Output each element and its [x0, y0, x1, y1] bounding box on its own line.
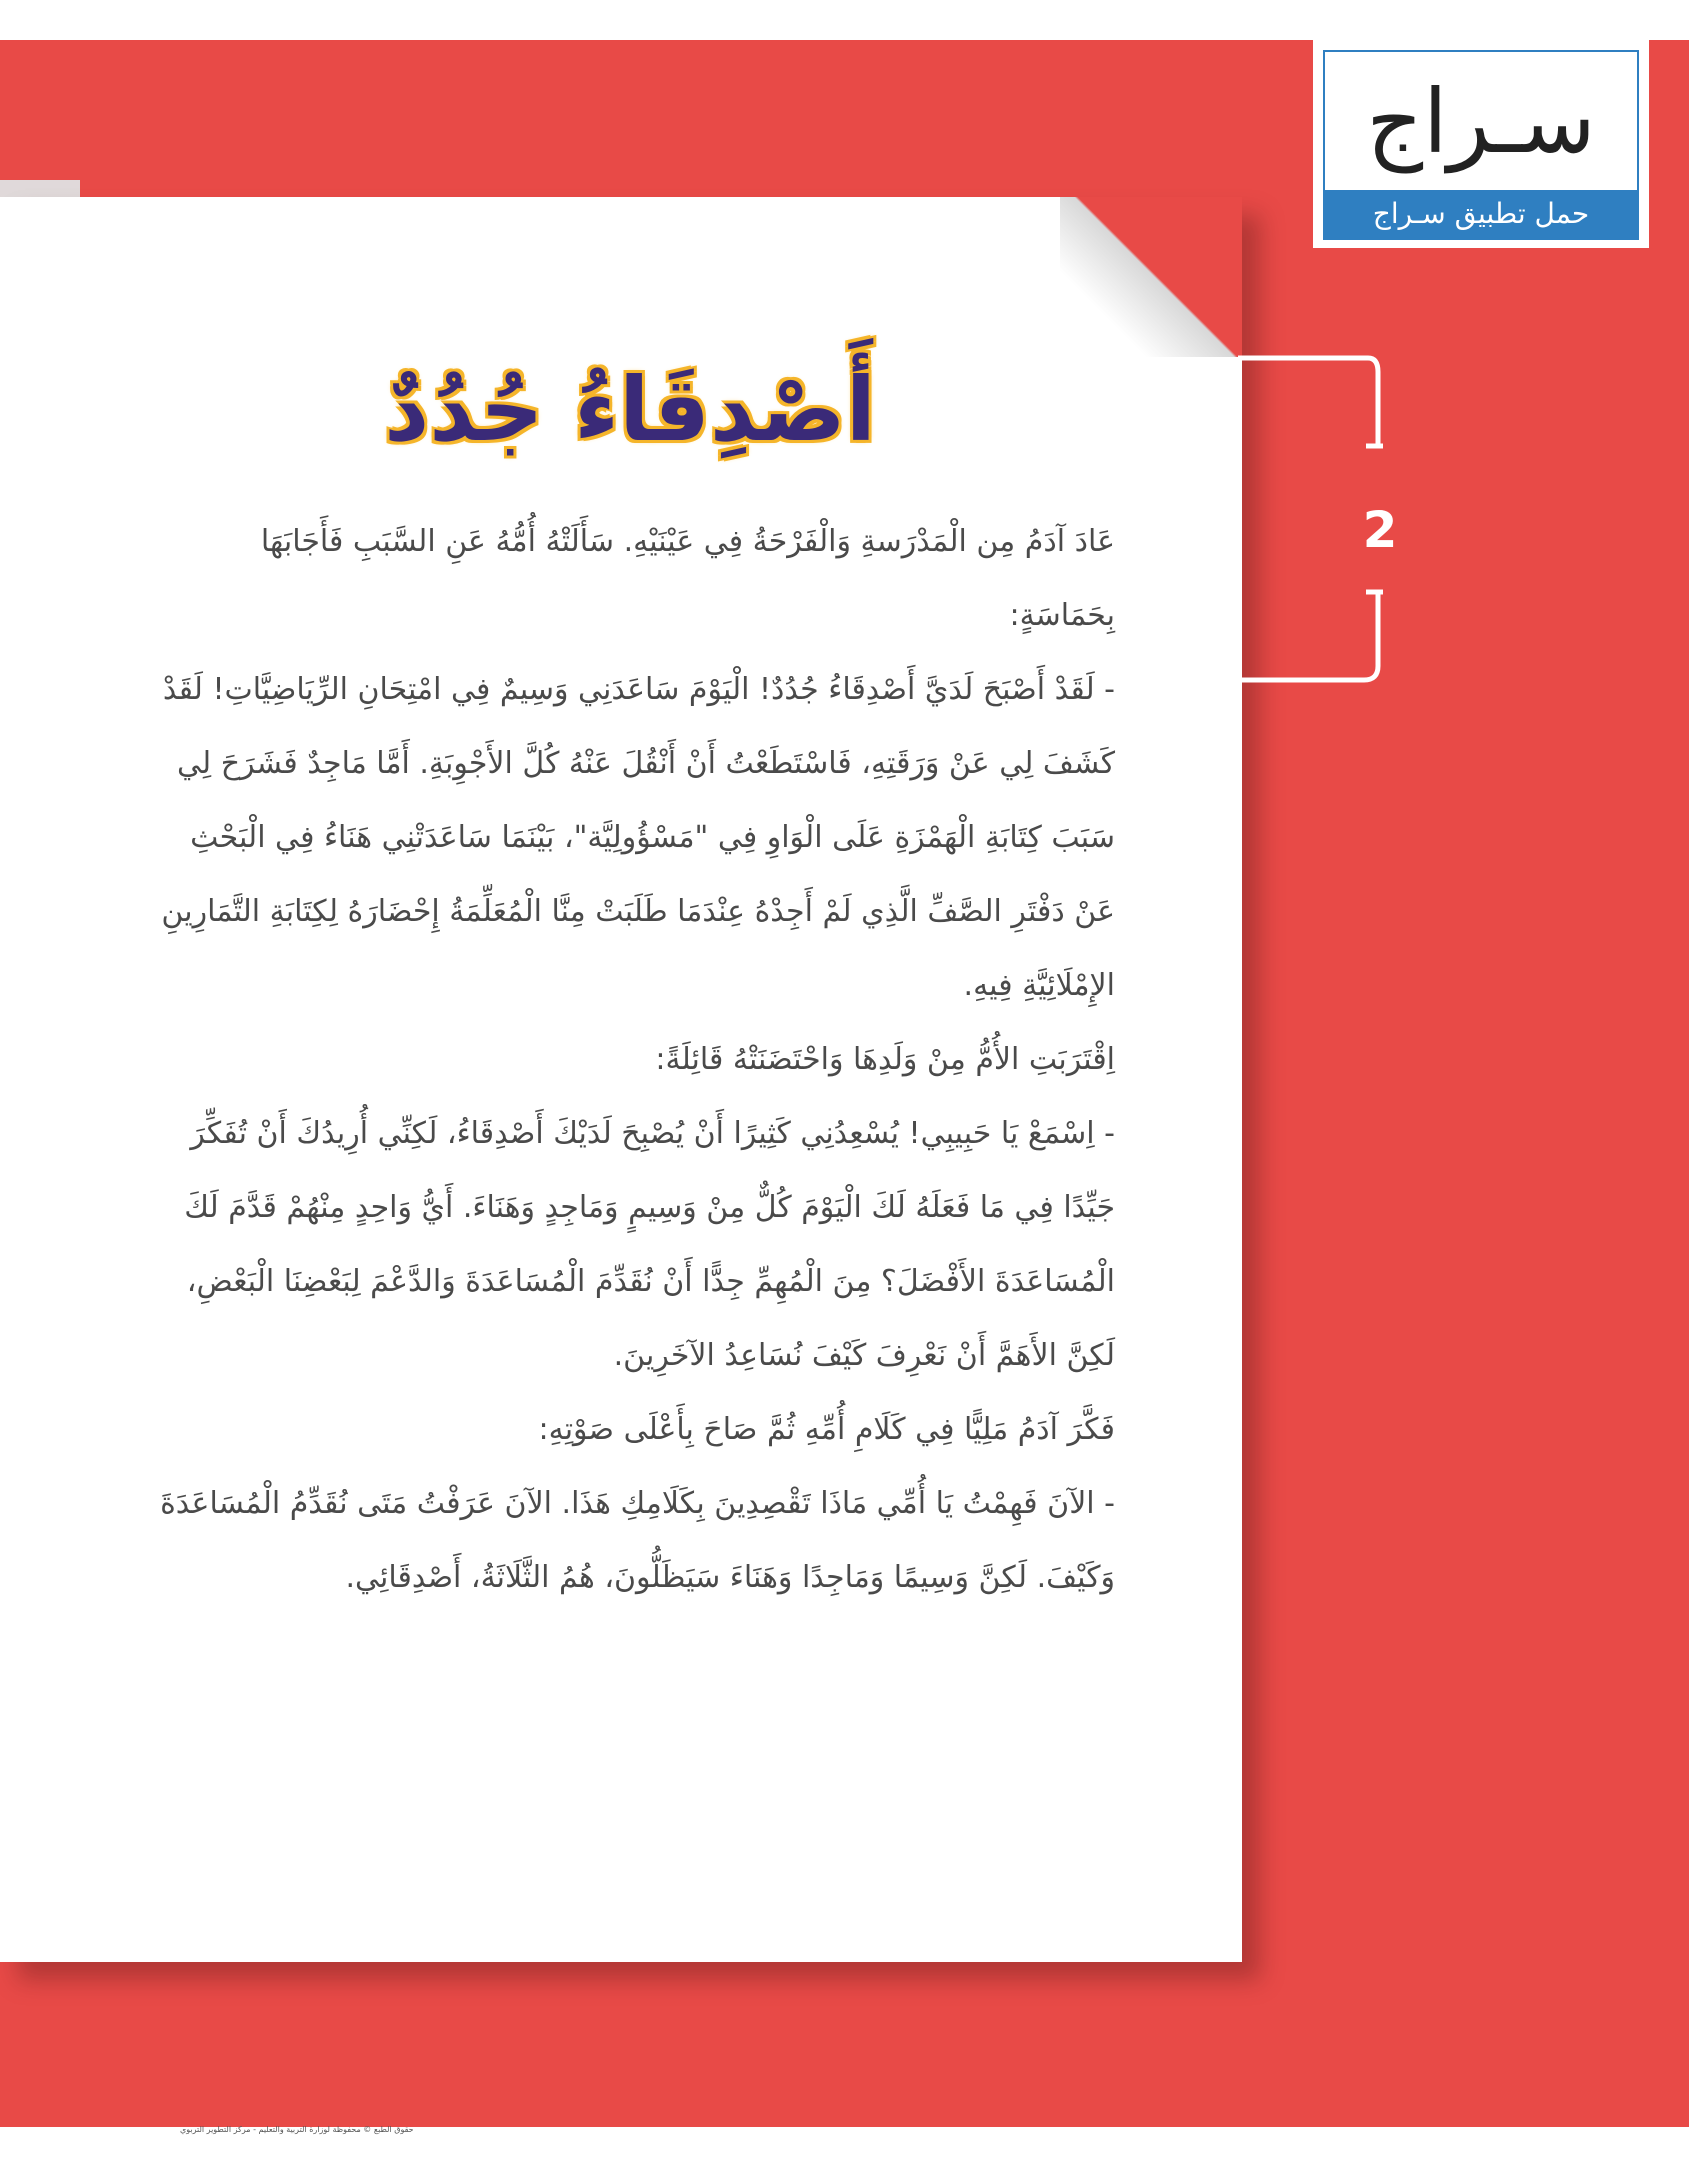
story-paragraph: فَكَّرَ آدَمُ مَلِيًّا فِي كَلَامِ أُمِّهِ ثُمَّ صَاحَ بِأَعْلَى صَوْتِهِ: — [538, 1412, 1115, 1447]
lesson-title: أَصْدِقَاءُ جُدُدٌ — [384, 358, 876, 461]
story-paragraph: - الآنَ فَهِمْتُ يَا أُمِّي مَاذَا تَقْصِدِينَ بِكَلَامِكِ هَذَا. الآنَ عَرَفْتُ مَتَى نُقَدِّمُ الْمُسَاعَدَةَ وَكَيْفَ. لَكِنَّ وَسِيمًا وَمَاجِدًا وَهَنَاءَ سَيَظَلُّونَ، هُمُ الثَّلَاثَةُ، أَصْدِقَائِي. — [160, 1486, 1115, 1595]
logo-download-strip[interactable]: حمل تطبيق سـراج — [1325, 190, 1637, 238]
story-text — [150, 505, 1115, 1615]
story-paragraph: اِقْتَرَبَتِ الأُمُّ مِنْ وَلَدِهَا وَاحْتَضَنَتْهُ قَائِلَةً: — [655, 1042, 1115, 1077]
siraj-logo[interactable] — [1313, 40, 1649, 248]
footer-copyright: حقوق الطبع © محفوظة لوزارة التربية والتعليم - مركز التطوير التربوي — [180, 2125, 414, 2134]
story-paragraph: - لَقَدْ أَصْبَحَ لَدَيَّ أَصْدِقَاءُ جُدُدٌ! الْيَوْمَ سَاعَدَنِي وَسِيمٌ فِي امْتِحَانِ الرِّيَاضِيَّاتِ! لَقَدْ كَشَفَ لِي عَنْ وَرَقَتِهِ، فَاسْتَطَعْتُ أَنْ أَنْقُلَ عَنْهُ كُلَّ الأَجْوِبَةِ. أَمَّا مَاجِدٌ فَشَرَحَ لِي سَبَبَ كِتَابَةِ الْهَمْزَةِ عَلَى الْوَاوِ فِي "مَسْؤُولِيَّة"، بَيْنَمَا سَاعَدَتْنِي هَنَاءُ فِي الْبَحْثِ عَنْ دَفْتَرِ الصَّفِّ الَّذِي لَمْ أَجِدْهُ عِنْدَمَا طَلَبَتْ مِنَّا الْمُعَلِّمَةُ إِحْضَارَهُ لِكِتَابَةِ التَّمَارِينِ الإِمْلَائِيَّةِ فِيهِ. — [161, 672, 1115, 1003]
lesson-number: 2 — [1362, 501, 1398, 559]
logo-frame — [1323, 50, 1639, 240]
logo-wordmark: سـراج — [1366, 70, 1596, 173]
story-paragraph: عَادَ آدَمُ مِن الْمَدْرَسةِ وَالْفَرْحَةُ فِي عَيْنَيْهِ. سَأَلَتْهُ أُمُّهُ عَنِ السَّبَبِ فَأَجَابَهَا بِحَمَاسَةٍ: — [260, 524, 1115, 633]
story-paragraph: - اِسْمَعْ يَا حَبِيبِي! يُسْعِدُنِي كَثِيرًا أَنْ يُصْبِحَ لَدَيْكَ أَصْدِقَاءُ، لَكِنِّي أُرِيدُكَ أَنْ تُفَكِّرَ جَيِّدًا فِي مَا فَعَلَهُ لَكَ الْيَوْمَ كُلٌّ مِنْ وَسِيمٍ وَمَاجِدٍ وَهَنَاءَ. أَيُّ وَاحِدٍ مِنْهُمْ قَدَّمَ لَكَ الْمُسَاعَدَةَ الأَفْضَلَ؟ مِنَ الْمُهِمِّ جِدًّا أَنْ نُقَدِّمَ الْمُسَاعَدَةَ وَالدَّعْمَ لِبَعْضِنَا الْبَعْضِ، لَكِنَّ الأَهَمَّ أَنْ نَعْرِفَ كَيْفَ نُسَاعِدُ الآخَرِينَ. — [184, 1116, 1115, 1373]
page-curl-corner — [1060, 197, 1242, 357]
